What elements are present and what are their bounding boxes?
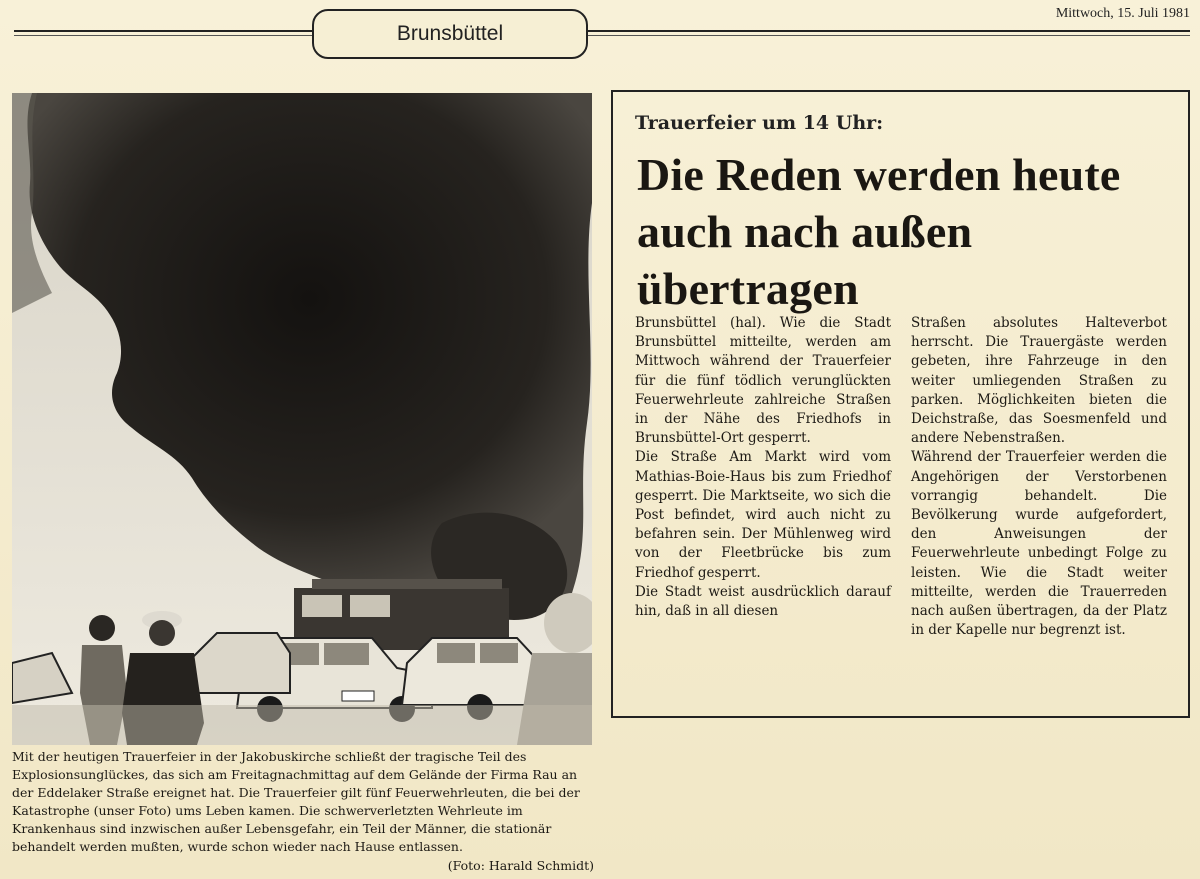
photo-caption bbox=[12, 748, 594, 875]
section-title: Brunsbüttel bbox=[312, 9, 588, 59]
article-column-left bbox=[635, 314, 891, 621]
article-box bbox=[611, 90, 1190, 718]
paragraph: Brunsbüttel (hal). Wie die Stadt Brunsbüttel mitteilte, werden am Mittwoch während der Trauerfeier für die fünf tödlich verunglückten Feuerwehrleute zahlreiche Straßen in der Nähe des Friedhofs in Brunsbüttel-Ort gesperrt. bbox=[635, 315, 891, 447]
paragraph: Die Stadt weist ausdrücklich darauf hin, daß in all diesen bbox=[635, 583, 891, 620]
paragraph: Die Straße Am Markt wird vom Mathias-Boie-Haus bis zum Friedhof gesperrt. Die Marktseite, wo sich die Post befindet, wird auch nicht zu befahren sein. Der Mühlenweg wird von der Fleetbrücke bis zum Friedhof gesperrt. bbox=[635, 449, 891, 581]
article-column-right bbox=[911, 314, 1167, 640]
photo-credit: (Foto: Harald Schmidt) bbox=[447, 857, 594, 873]
article-kicker: Trauerfeier um 14 Uhr: bbox=[635, 112, 884, 134]
paragraph: Während der Trauerfeier werden die Angehörigen der Verstorbenen vorrangig behandelt. Die Bevölkerung wurde aufgefordert, den Anweisungen der Feuerwehrleute unbedingt Folge zu leisten. Wie die Stadt weiter mitteilte, werden die Trauerreden nach außen übertragen, da der Platz in der Kapelle nur begrenzt ist. bbox=[911, 449, 1167, 639]
dateline: Mittwoch, 15. Juli 1981 bbox=[1055, 6, 1190, 21]
paragraph: Straßen absolutes Halteverbot herrscht. Die Trauergäste werden gebeten, ihre Fahrzeuge in den weiter umliegenden Straßen zu parken. Möglichkeiten bieten die Deichstraße, das Soesmenfeld und andere Nebenstraßen. bbox=[911, 315, 1167, 447]
article-headline: Die Reden werden heute auch nach außen übertragen bbox=[637, 149, 1121, 314]
header-rule bbox=[14, 30, 1190, 32]
header-rule-thin bbox=[14, 35, 1190, 36]
news-photo bbox=[12, 93, 592, 745]
ground bbox=[12, 705, 592, 745]
caption-text: Mit der heutigen Trauerfeier in der Jakobuskirche schließt der tragische Teil des Explosionsunglückes, das sich am Freitagnachmittag auf dem Gelände der Firma Rau an der Eddelaker Straße ereignet hat. Die Trauerfeier gilt fünf Feuerwehrleuten, die bei der Katastrophe (unser Foto) ums Leben kamen. Die schwerverletzten Wehrleute im Krankenhaus sind inzwischen außer Lebensgefahr, ein Teil der Männer, die stationär behandelt werden mußten, wurde schon wieder nach Hause entlassen. bbox=[12, 749, 580, 855]
